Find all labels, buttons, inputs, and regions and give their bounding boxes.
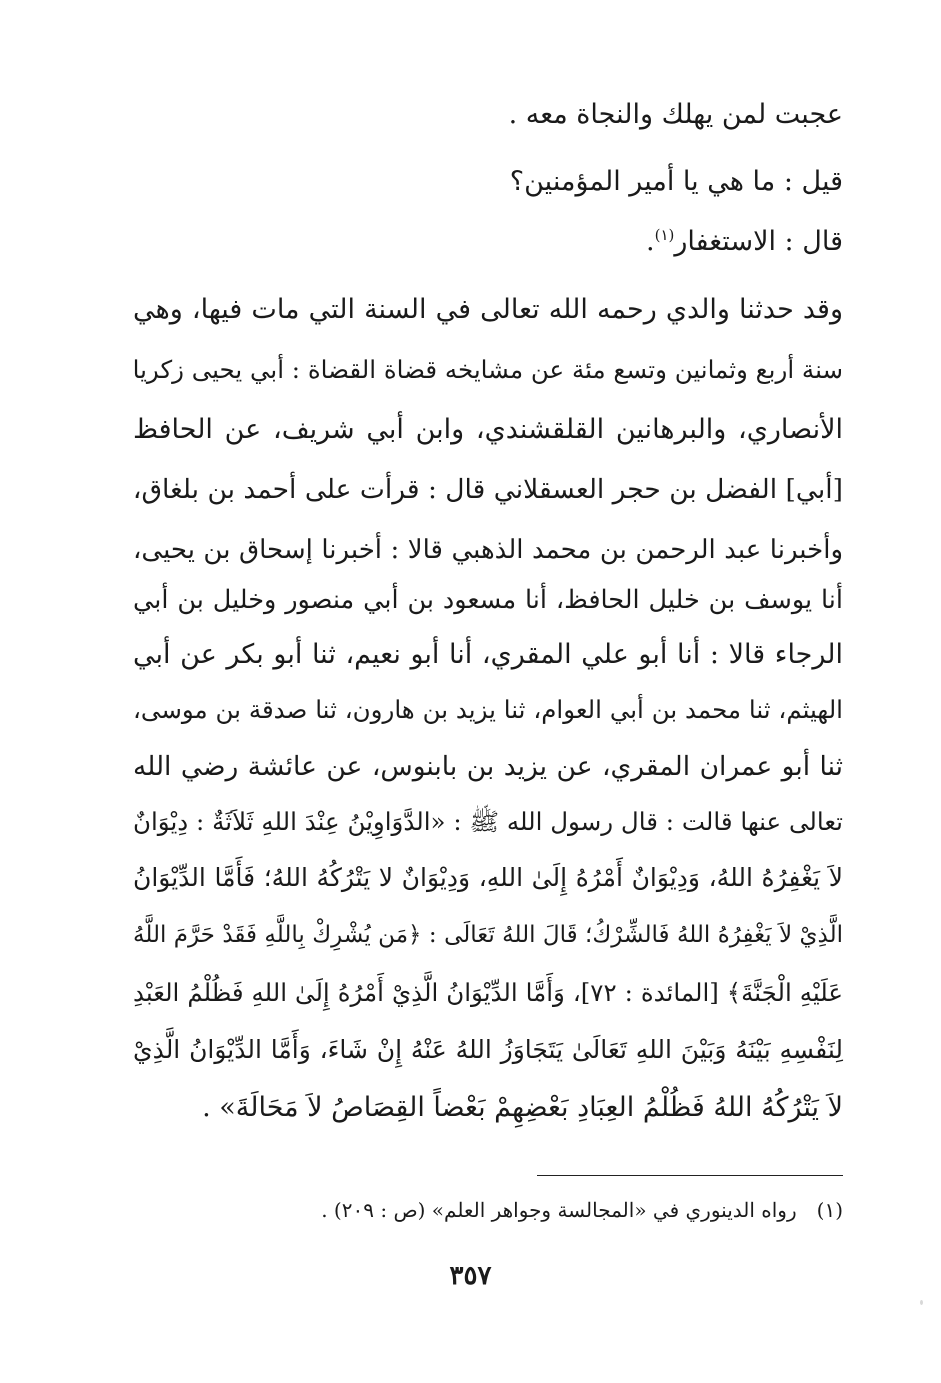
text-line-17: لِنَفْسِهِ بَيْنَهُ وَبَيْنَ اللهِ تَعَالَىٰ يَتَجَاوَزُ اللهُ عَنْهُ إِنْ شَاءَ، وَأَمَّا الدِّيْوَانُ الَّذِيْ bbox=[133, 1035, 843, 1064]
text-line-3-body: قال : الاستغفار bbox=[674, 226, 843, 257]
page-number: ٣٥٧ bbox=[449, 1261, 492, 1291]
footnote-text: رواه الدينوري في «المجالسة وجواهر العلم» (ص : ٢٠٩) . bbox=[321, 1198, 797, 1222]
scan-speck bbox=[920, 1300, 923, 1305]
footnote-reference: (١) bbox=[654, 226, 675, 244]
text-line-5: سنة أربع وثمانين وتسع مئة عن مشايخه قضاة القضاة : أبي يحيى زكريا bbox=[132, 355, 843, 384]
text-line-1: عجبت لمن يهلك والنجاة معه . bbox=[508, 99, 843, 130]
footnote bbox=[133, 1190, 843, 1230]
text-line-9: أنا يوسف بن خليل الحافظ، أنا مسعود بن أبي منصور وخليل بن أبي bbox=[133, 585, 843, 615]
footnote-number: (١) bbox=[816, 1198, 843, 1222]
text-line-7: [أبي] الفضل بن حجر العسقلاني قال : قرأت على أحمد بن بلغاق، bbox=[132, 474, 843, 505]
text-line-3 bbox=[133, 212, 843, 272]
text-line-2: قيل : ما هي يا أمير المؤمنين؟ bbox=[509, 166, 843, 197]
text-line-13: تعالى عنها قالت : قال رسول الله ﷺ : «الدَّوَاوِيْنُ عِنْدَ اللهِ ثَلاَثَةٌ : دِيْوَانٌ bbox=[133, 807, 843, 836]
text-line-15: الَّذِيْ لاَ يَغْفِرُهُ اللهُ فَالشِّرْكُ؛ قَالَ اللهُ تَعَالَى : ﴿مَن يُشْرِكْ بِاللَّهِ فَقَدْ حَرَّمَ اللَّهُ bbox=[133, 922, 843, 948]
text-line-6: الأنصاري، والبرهانين القلقشندي، وابن أبي شريف، عن الحافظ bbox=[133, 414, 843, 445]
text-line-8: وأخبرنا عبد الرحمن بن محمد الذهبي قالا : أخبرنا إسحاق بن يحيى، bbox=[133, 535, 843, 565]
text-line-3-end: . bbox=[645, 226, 655, 257]
text-line-16: عَلَيْهِ الْجَنَّةَ﴾ [المائدة : ٧٢]، وَأَمَّا الدِّيْوَانُ الَّذِيْ أَمْرُهُ إِلَىٰ اللهِ فَظُلْمُ العَبْدِ bbox=[133, 978, 843, 1007]
text-line-18: لاَ يَتْرُكُهُ اللهُ فَظُلْمُ العِبَادِ بَعْضِهِمْ بَعْضاً القِصَاصُ لاَ مَحَالَةَ» . bbox=[202, 1092, 843, 1123]
text-line-10: الرجاء قالا : أنا أبو علي المقري، أنا أبو نعيم، ثنا أبو بكر عن أبي bbox=[133, 639, 843, 670]
text-line-12: ثنا أبو عمران المقري، عن يزيد بن بابنوس، عن عائشة رضي الله bbox=[133, 751, 843, 782]
text-line-14: لاَ يَغْفِرُهُ اللهُ، وَدِيْوَانٌ أَمْرُهُ إِلَىٰ اللهِ، وَدِيْوَانٌ لا يَتْرُكُهُ اللهُ؛ فَأَمَّا الدِّيْوَانُ bbox=[133, 863, 843, 892]
footnote-separator bbox=[537, 1175, 843, 1176]
text-line-11: الهيثم، ثنا محمد بن أبي العوام، ثنا يزيد بن هارون، ثنا صدقة بن موسى، bbox=[133, 695, 843, 724]
text-line-4: وقد حدثنا والدي رحمه الله تعالى في السنة التي مات فيها، وهي bbox=[133, 294, 843, 325]
